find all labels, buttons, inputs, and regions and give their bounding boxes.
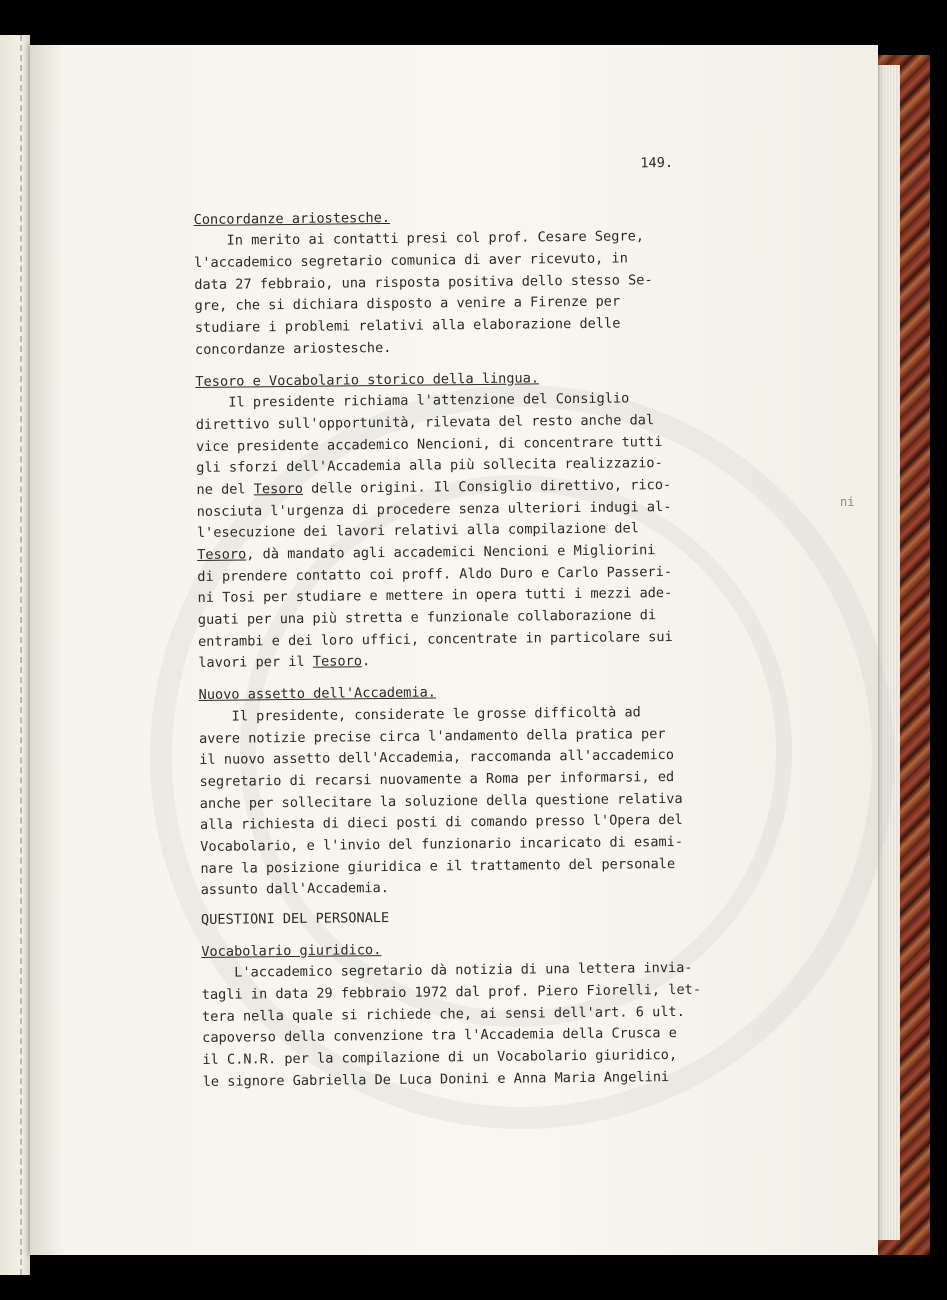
text-line: ni Tosi per studiare e mettere in opera tutti i mezzi ade-: [197, 585, 673, 607]
text-line: tagli in data 29 febbraio 1972 dal prof. Piero Fiorelli, let-: [201, 981, 702, 1004]
text-line: l'esecuzione dei lavori relativi alla compilazione del: [196, 520, 639, 542]
text-line: concordanze ariostesche.: [194, 339, 392, 358]
text-line: il nuovo assetto dell'Accademia, raccomanda all'accademico: [199, 747, 675, 769]
text-line: di prendere contatto coi proff. Aldo Duro e Carlo Passeri-: [197, 563, 673, 585]
heading-tesoro: Tesoro e Vocabolario storico della lingua.: [195, 369, 540, 390]
text-line: Vocabolario, e l'invio del funzionario incaricato di esami-: [200, 833, 684, 855]
text-line: entrambi e dei loro uffici, concentrate in particolare sui: [197, 628, 673, 650]
heading-assetto: Nuovo assetto dell'Accademia.: [198, 684, 437, 704]
text-line: ne del Tesoro delle origini. Il Consiglio direttivo, rico-: [196, 476, 672, 498]
text-line: segretario di recarsi nuovamente a Roma per informarsi, ed: [199, 768, 675, 790]
section-title: QUESTIONI DEL PERSONALE: [200, 909, 390, 928]
text-line: guati per una più stretta e funzionale collaborazione di: [197, 607, 657, 629]
text-line: data 27 febbraio, una risposta positiva dello stesso Se-: [194, 271, 653, 293]
margin-mark: ni: [840, 495, 855, 509]
text-line: studiare i problemi relativi alla elaborazione delle: [194, 315, 621, 337]
page-number: 149.: [640, 154, 674, 172]
text-line: lavori per il Tesoro.: [198, 653, 371, 672]
text-line: capoverso della convenzione tra l'Accademia della Crusca e: [202, 1025, 677, 1047]
heading-concordanze: Concordanze ariostesche.: [193, 209, 391, 228]
left-page-edge: [0, 35, 30, 1275]
text-line: gre, che si dichiara disposto a venire a Firenze per: [194, 293, 621, 315]
heading-vocabolario-giuridico: Vocabolario giuridico.: [201, 941, 382, 960]
text-line: Il presidente, considerate le grosse difficoltà ad: [198, 704, 641, 725]
text-line: In merito ai contatti presi col prof. Cesare Segre,: [193, 228, 645, 250]
text-line: gli sforzi dell'Accademia alla più sollecita realizzazio-: [196, 455, 663, 477]
text-line: nosciuta l'urgenza di procedere senza ulteriori indugi al-: [196, 498, 672, 520]
text-line: tera nella quale si richiede che, ai sensi dell'art. 6 ult.: [201, 1003, 685, 1025]
text-line: anche per sollecitare la soluzione della questione relativa: [199, 790, 683, 812]
text-line: Tesoro, dà mandato agli accademici Nencioni e Migliorini: [197, 542, 656, 563]
text-line: l'accademico segretario comunica di aver ricevuto, in: [194, 250, 628, 272]
text-line: L'accademico segretario dà notizia di una lettera invia-: [201, 960, 693, 982]
text-line: Il presidente richiama l'attenzione del Consiglio: [195, 390, 630, 412]
text-line: assunto dall'Accademia.: [200, 880, 389, 899]
left-page-stitch: [20, 35, 22, 1275]
typed-text: [193, 152, 763, 1093]
text-line: direttivo sull'opportunità, rilevata del resto anche dal: [195, 412, 655, 433]
text-line: avere notizie precise circa l'andamento della pratica per: [198, 725, 666, 747]
text-line: nare la posizione giuridica e il trattamento del personale: [200, 855, 676, 877]
text-line: il C.N.R. per la compilazione di un Vocabolario giuridico,: [202, 1047, 678, 1069]
text-line: vice presidente accademico Nencioni, di concentrare tutti: [195, 433, 663, 455]
text-line: le signore Gabriella De Luca Donini e Anna Maria Angelini: [202, 1068, 670, 1090]
text-line: alla richiesta di dieci posti di comando presso l'Opera del: [199, 812, 683, 834]
